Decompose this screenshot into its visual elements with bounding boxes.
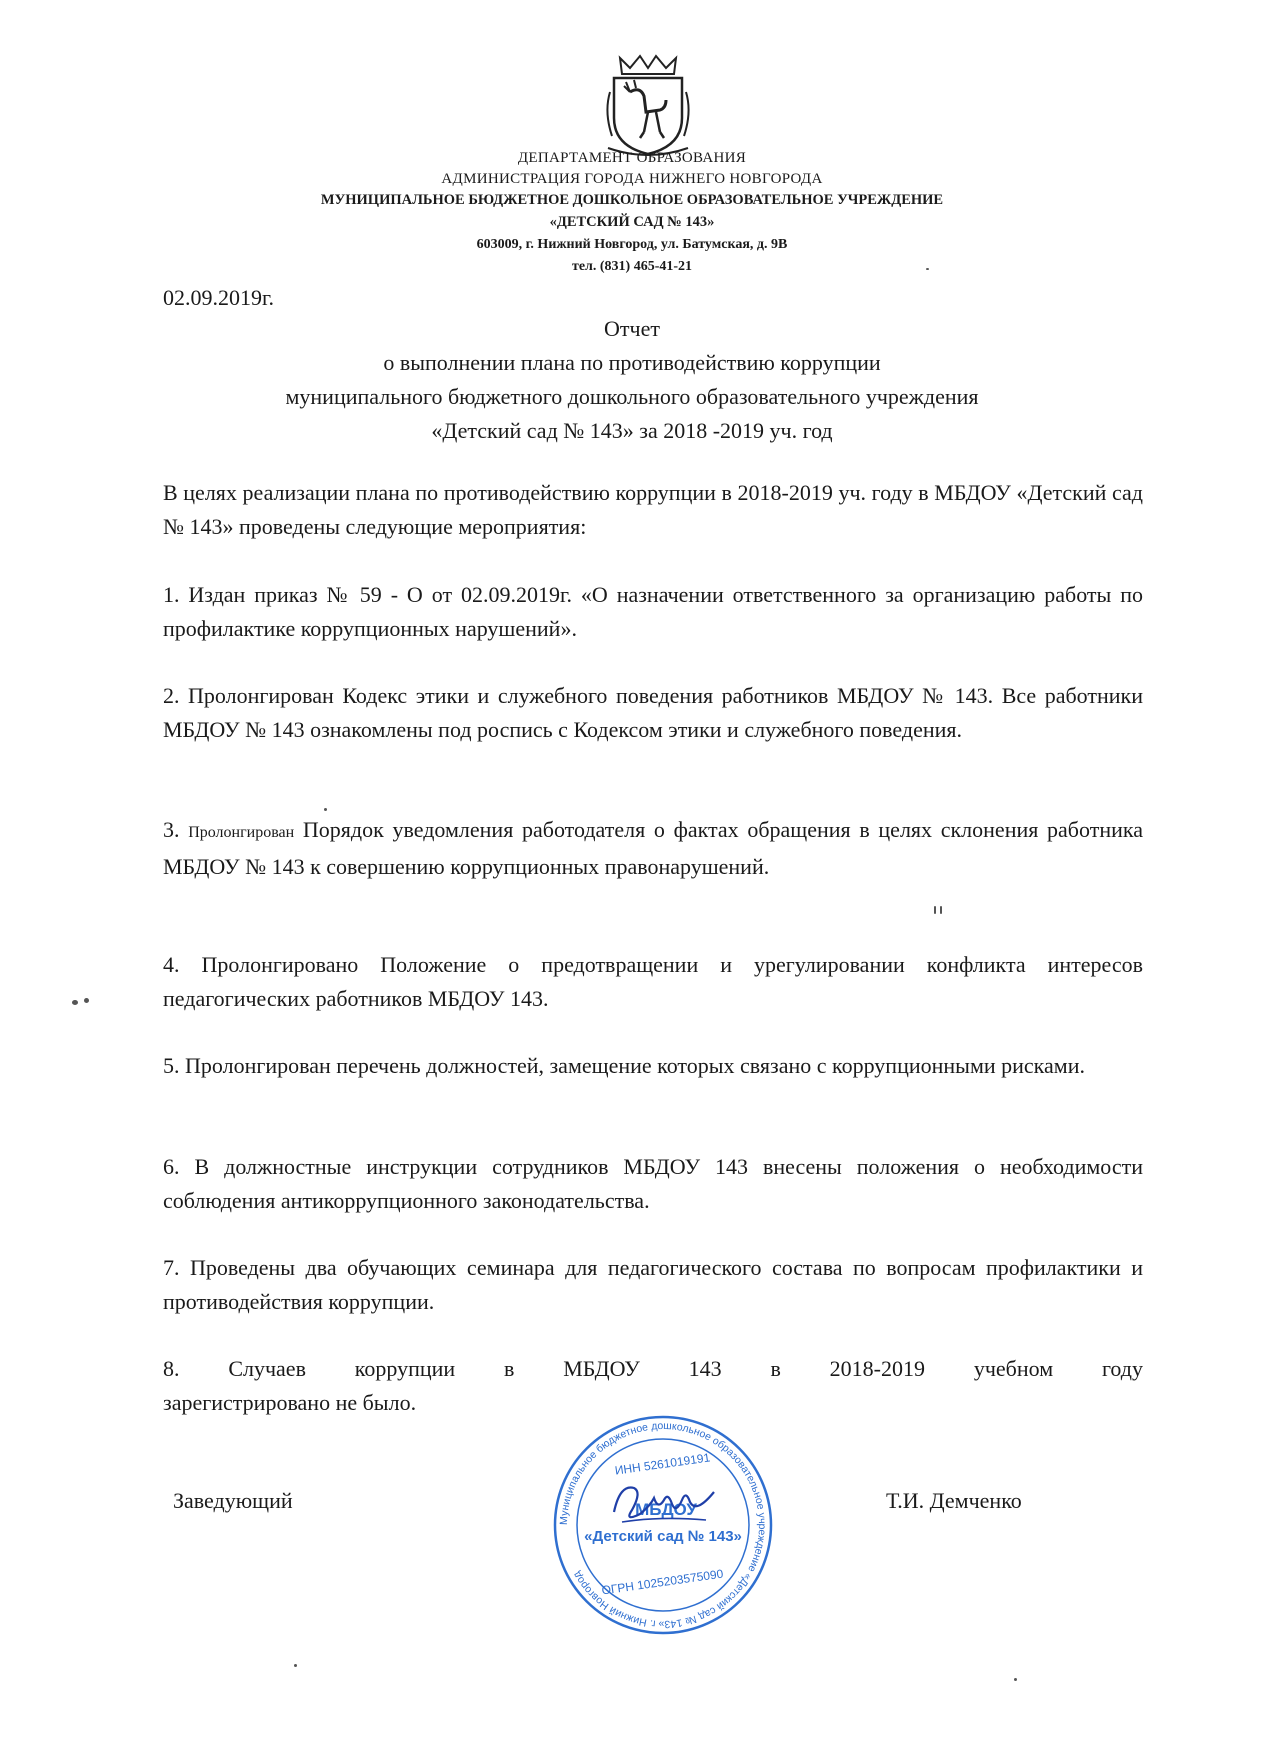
handwritten-signature	[610, 1470, 720, 1530]
item-8-line-1: 8. Случаев коррупции в МБДОУ 143 в 2018-2019 учебном году	[163, 1356, 1143, 1381]
report-item-2: 2. Пролонгирован Кодекс этики и служебного поведения работников МБДОУ № 143. Все работники МБДОУ № 143 ознакомлены под роспись с Кодексом этики и служебного поведения.	[163, 683, 1143, 742]
svg-text:МБДОУ: МБДОУ	[635, 1500, 697, 1519]
scan-speck	[324, 808, 327, 811]
document-subtitle-line: «Детский сад № 143» за 2018 -2019 уч. год	[431, 418, 833, 443]
scan-speck	[934, 906, 936, 914]
signatory-position: Заведующий	[173, 1488, 293, 1513]
svg-text:Муниципальное бюджетное дошкол: Муниципальное бюджетное дошкольное образовательное учреждение «Детский сад № 143» г. Нижний Новгород	[557, 1419, 769, 1631]
report-item-5: 5. Пролонгирован перечень должностей, замещение которых связано с коррупционными рисками.	[163, 1053, 1085, 1078]
scan-speck	[72, 1000, 78, 1005]
svg-text:«Детский сад № 143»: «Детский сад № 143»	[584, 1528, 742, 1545]
document-date: 02.09.2019г.	[163, 285, 275, 310]
item-8-line-2: зарегистрировано не было.	[163, 1390, 417, 1415]
item-3-verb: Пролонгирован	[188, 824, 295, 841]
letterhead-institution-name: «ДЕТСКИЙ САД № 143»	[549, 214, 715, 230]
letterhead-address: 603009, г. Нижний Новгород, ул. Батумская, д. 9В	[476, 237, 788, 252]
letterhead-phone: тел. (831) 465-41-21	[571, 259, 693, 274]
document-title: Отчет	[604, 316, 660, 341]
scan-speck	[1014, 1678, 1017, 1681]
intro-paragraph: В целях реализации плана по противодействию коррупции в 2018-2019 уч. году в МБДОУ «Детский сад № 143» проведены следующие мероприятия:	[163, 480, 1143, 539]
item-3-text: Порядок уведомления работодателя о фактах обращения в целях склонения работника МБДОУ № 143 к совершению коррупционных правонарушений.	[163, 817, 1143, 879]
item-number: 3.	[163, 817, 189, 842]
report-item-6: 6. В должностные инструкции сотрудников МБДОУ 143 внесены положения о необходимости соблюдения антикоррупционного законодательства.	[163, 1154, 1143, 1213]
document-subtitle-line: муниципального бюджетного дошкольного образовательного учреждения	[285, 384, 979, 409]
letterhead-institution: МУНИЦИПАЛЬНОЕ БЮДЖЕТНОЕ ДОШКОЛЬНОЕ ОБРАЗОВАТЕЛЬНОЕ УЧРЕЖДЕНИЕ	[320, 192, 944, 208]
report-item-3	[163, 813, 1143, 884]
svg-text:ОГРН 1025203575090: ОГРН 1025203575090	[600, 1566, 725, 1598]
scan-speck	[84, 998, 89, 1003]
report-item-7: 7. Проведены два обучающих семинара для педагогического состава по вопросам профилактики и противодействия коррупции.	[163, 1255, 1143, 1314]
scan-speck	[294, 1664, 297, 1667]
letterhead-administration: АДМИНИСТРАЦИЯ ГОРОДА НИЖНЕГО НОВГОРОДА	[441, 171, 823, 187]
letterhead-department: ДЕПАРТАМЕНТ ОБРАЗОВАНИЯ	[517, 150, 747, 166]
svg-text:ИНН 5261019191: ИНН 5261019191	[613, 1450, 711, 1478]
report-item-1: 1. Издан приказ № 59 - О от 02.09.2019г. «О назначении ответственного за организацию работы по профилактике коррупционных нарушений».	[163, 582, 1143, 641]
signatory-name: Т.И. Демченко	[886, 1488, 1022, 1513]
coat-of-arms-icon	[600, 52, 696, 158]
document-subtitle-line: о выполнении плана по противодействию коррупции	[383, 350, 881, 375]
scan-speck	[940, 906, 942, 914]
report-item-4: 4. Пролонгировано Положение о предотвращении и урегулировании конфликта интересов педагогических работников МБДОУ 143.	[163, 952, 1143, 1011]
scan-speck	[926, 268, 929, 270]
